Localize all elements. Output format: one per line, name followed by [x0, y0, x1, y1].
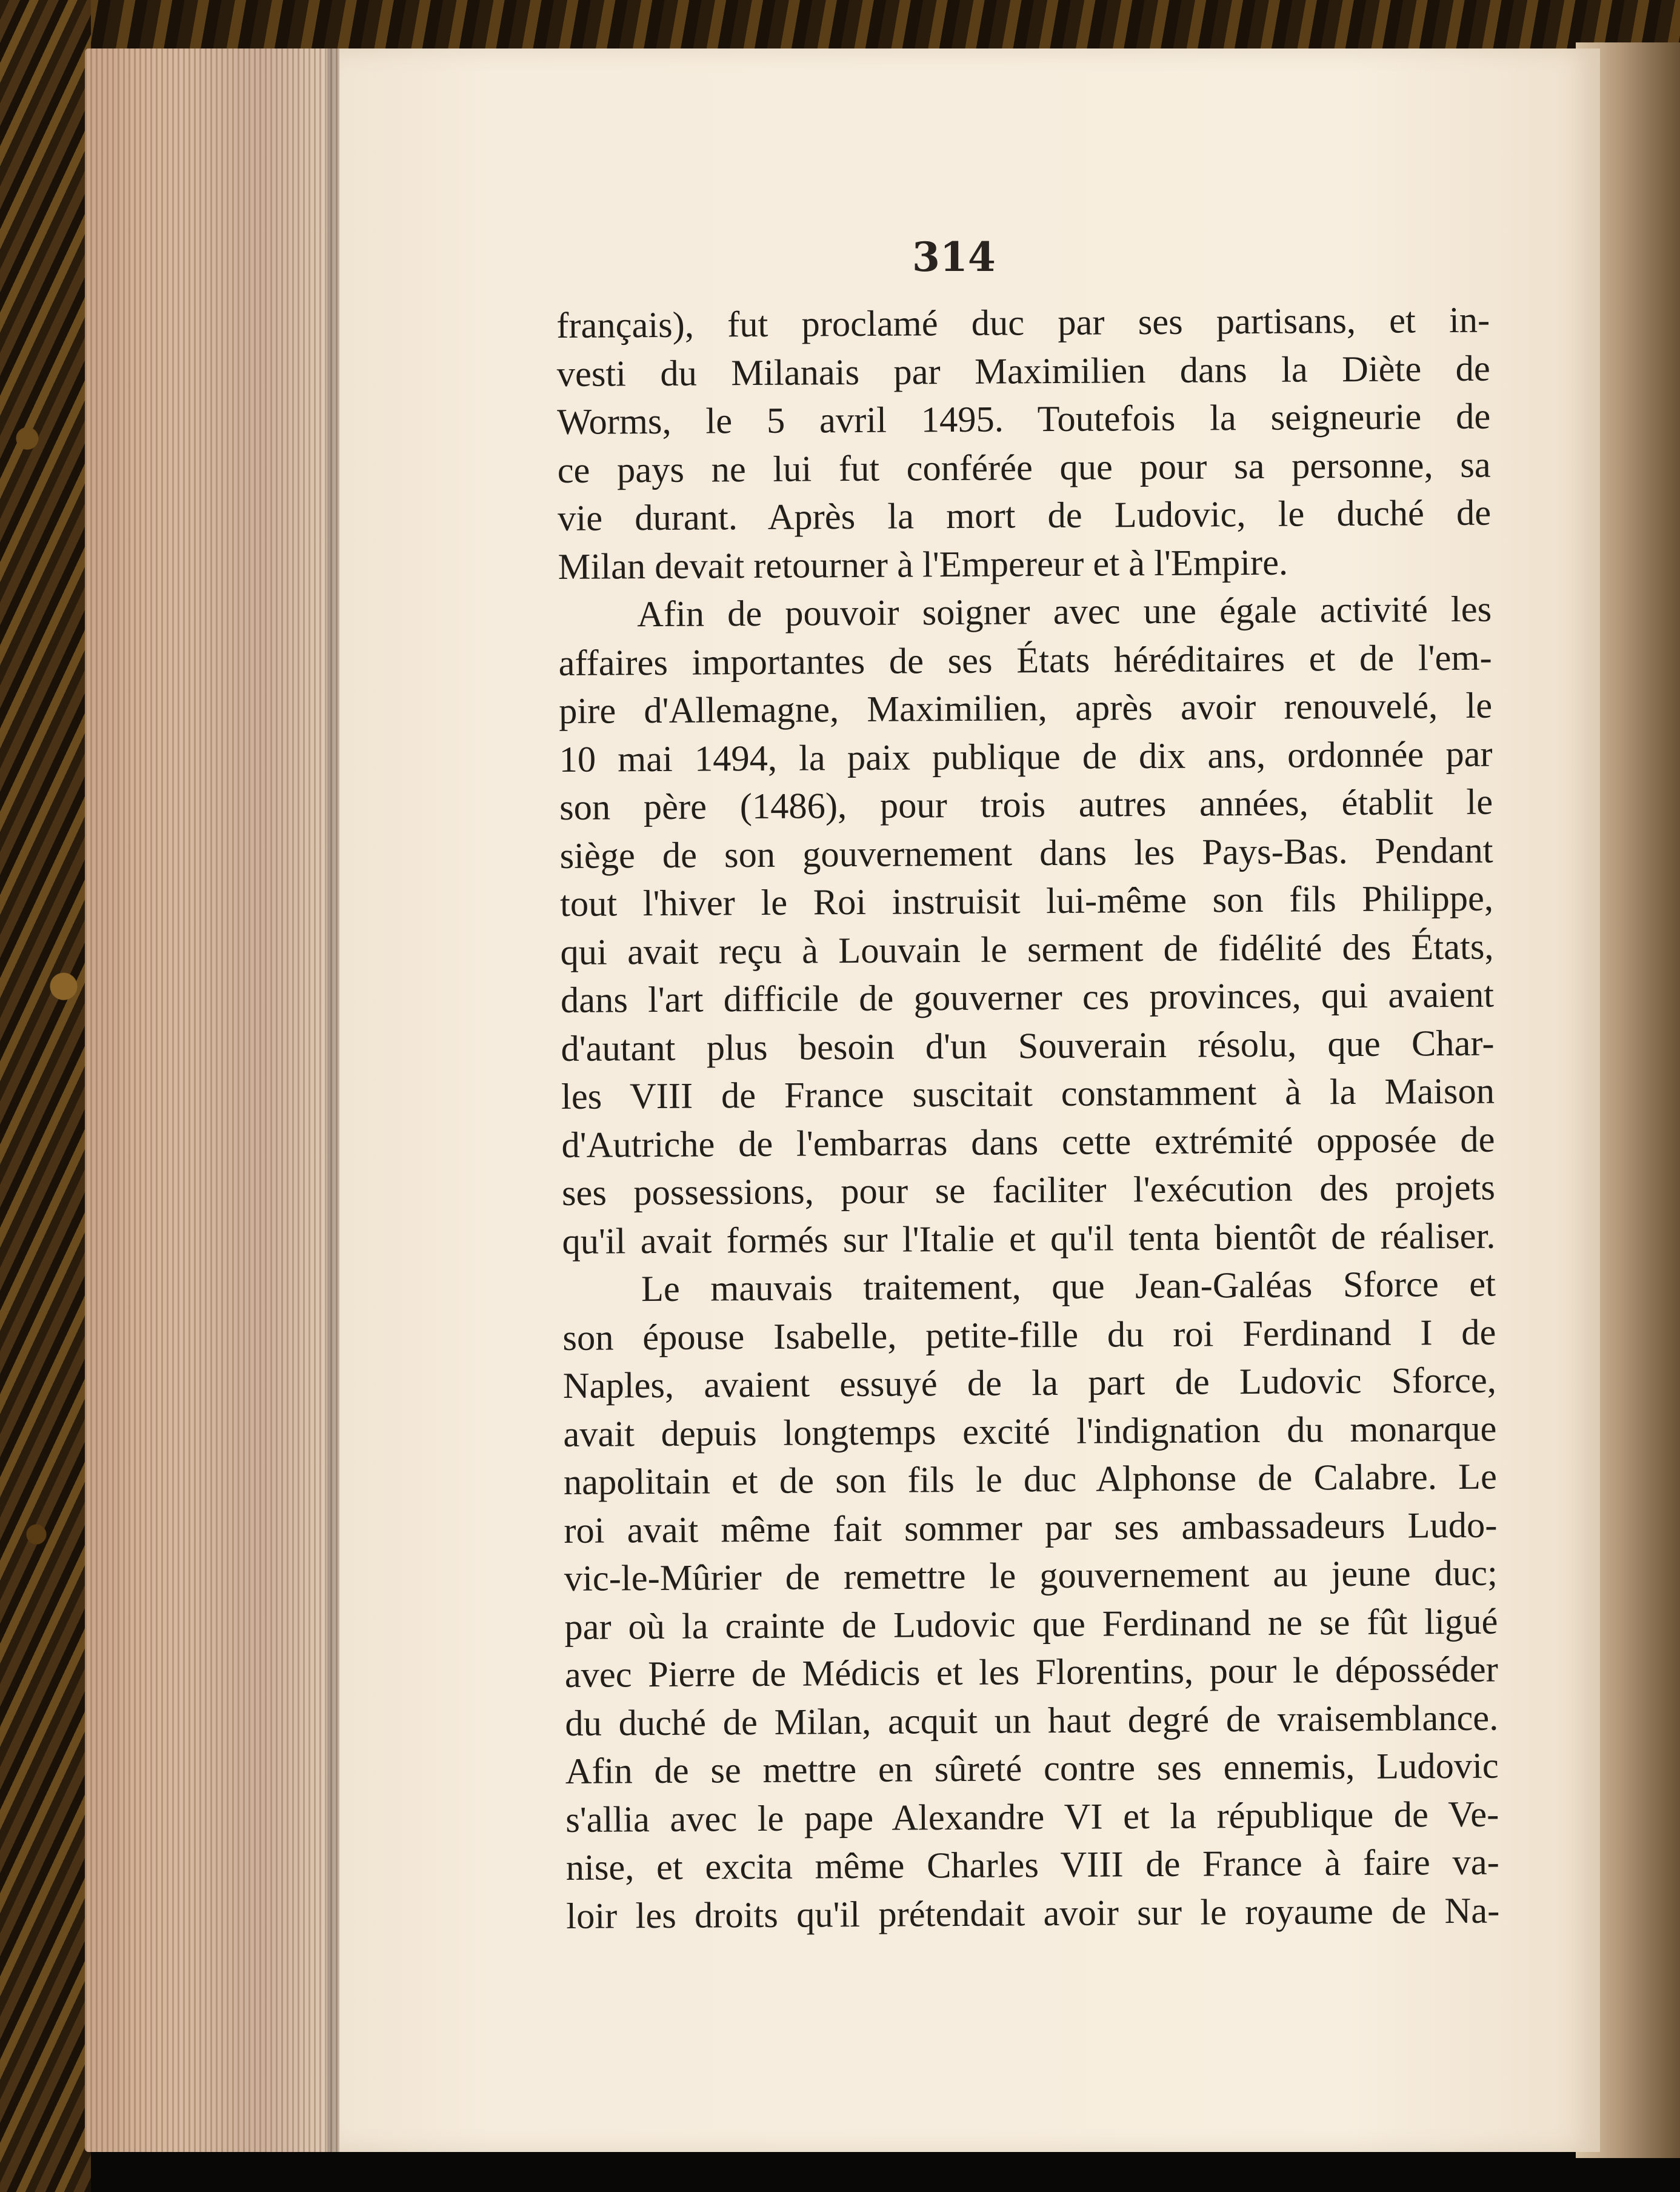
- text-line: affaires importantes de ses États héréditaires et de l'em-: [558, 637, 1492, 684]
- text-line: son épouse Isabelle, petite-fille du roi Ferdinand I de: [562, 1312, 1496, 1358]
- text-line: ce pays ne lui fut conférée que pour sa personne, sa: [557, 444, 1491, 491]
- text-line: Afin de se mettre en sûreté contre ses ennemis, Ludovic: [565, 1745, 1499, 1792]
- text-line: s'allia avec le pape Alexandre VI et la république de Ve-: [565, 1794, 1499, 1840]
- text-line: par où la crainte de Ludovic que Ferdinand ne se fût ligué: [564, 1601, 1498, 1648]
- text-line: 10 mai 1494, la paix publique de dix ans, ordonnée par: [559, 733, 1493, 780]
- text-line: son père (1486), pour trois autres années, établit le: [559, 781, 1493, 828]
- text-line: vic-le-Mûrier de remettre le gouvernement au jeune duc;: [564, 1552, 1498, 1599]
- text-line: les VIII de France suscitait constamment à la Maison: [561, 1071, 1495, 1117]
- text-line: loir les droits qu'il prétendait avoir sur le royaume de Na-: [566, 1890, 1500, 1937]
- text-line: tout l'hiver le Roi instruisit lui-même son fils Philippe,: [559, 878, 1494, 924]
- text-line: Naples, avaient essuyé de la part de Ludovic Sforce,: [562, 1360, 1497, 1406]
- text-line: dans l'art difficile de gouverner ces provinces, qui avaient: [560, 974, 1495, 1021]
- page-fore-edge: [85, 48, 339, 2152]
- text-line: avait depuis longtemps excité l'indignation du monarque: [563, 1408, 1497, 1455]
- text-line: vie durant. Après la mort de Ludovic, le duché de: [557, 492, 1492, 539]
- text-line: avec Pierre de Médicis et les Florentins, pour le déposséder: [564, 1649, 1499, 1696]
- text-line: roi avait même fait sommer par ses ambassadeurs Ludo-: [564, 1505, 1498, 1551]
- text-line: Le mauvais traitement, que Jean-Galéas Sforce et: [641, 1263, 1496, 1310]
- text-line: d'Autriche de l'embarras dans cette extrémité opposée de: [561, 1119, 1495, 1166]
- marbled-book-cover: [0, 0, 91, 2192]
- text-line: d'autant plus besoin d'un Souverain résolu, que Char-: [561, 1023, 1495, 1069]
- text-line: du duché de Milan, acquit un haut degré de vraisemblance.: [565, 1697, 1499, 1744]
- text-line: napolitain et de son fils le duc Alphonse de Calabre. Le: [563, 1456, 1498, 1503]
- text-line: vesti du Milanais par Maximilien dans la Diète de: [556, 348, 1490, 395]
- text-line: qui avait reçu à Louvain le serment de fidélité des États,: [560, 926, 1494, 973]
- page-number: 314: [912, 233, 996, 281]
- body-text: [556, 296, 1499, 1940]
- text-line: Worms, le 5 avril 1495. Toutefois la seigneurie de: [557, 396, 1491, 443]
- text-line: pire d'Allemagne, Maximilien, après avoir renouvelé, le: [558, 685, 1493, 732]
- text-line: Afin de pouvoir soigner avec une égale activité les: [636, 589, 1492, 635]
- book-cover-top: [0, 0, 1680, 55]
- text-line: ses possessions, pour se faciliter l'exécution des projets: [561, 1167, 1496, 1214]
- text-line: français), fut proclamé duc par ses partisans, et in-: [556, 299, 1490, 346]
- text-line: qu'il avait formés sur l'Italie et qu'il tenta bientôt de réaliser.: [562, 1215, 1496, 1262]
- text-line: Milan devait retourner à l'Empereur et à l'Empire.: [558, 542, 1288, 587]
- text-line: siège de son gouvernement dans les Pays-Bas. Pendant: [559, 830, 1493, 877]
- text-line: nise, et excita même Charles VIII de France à faire va-: [565, 1842, 1499, 1888]
